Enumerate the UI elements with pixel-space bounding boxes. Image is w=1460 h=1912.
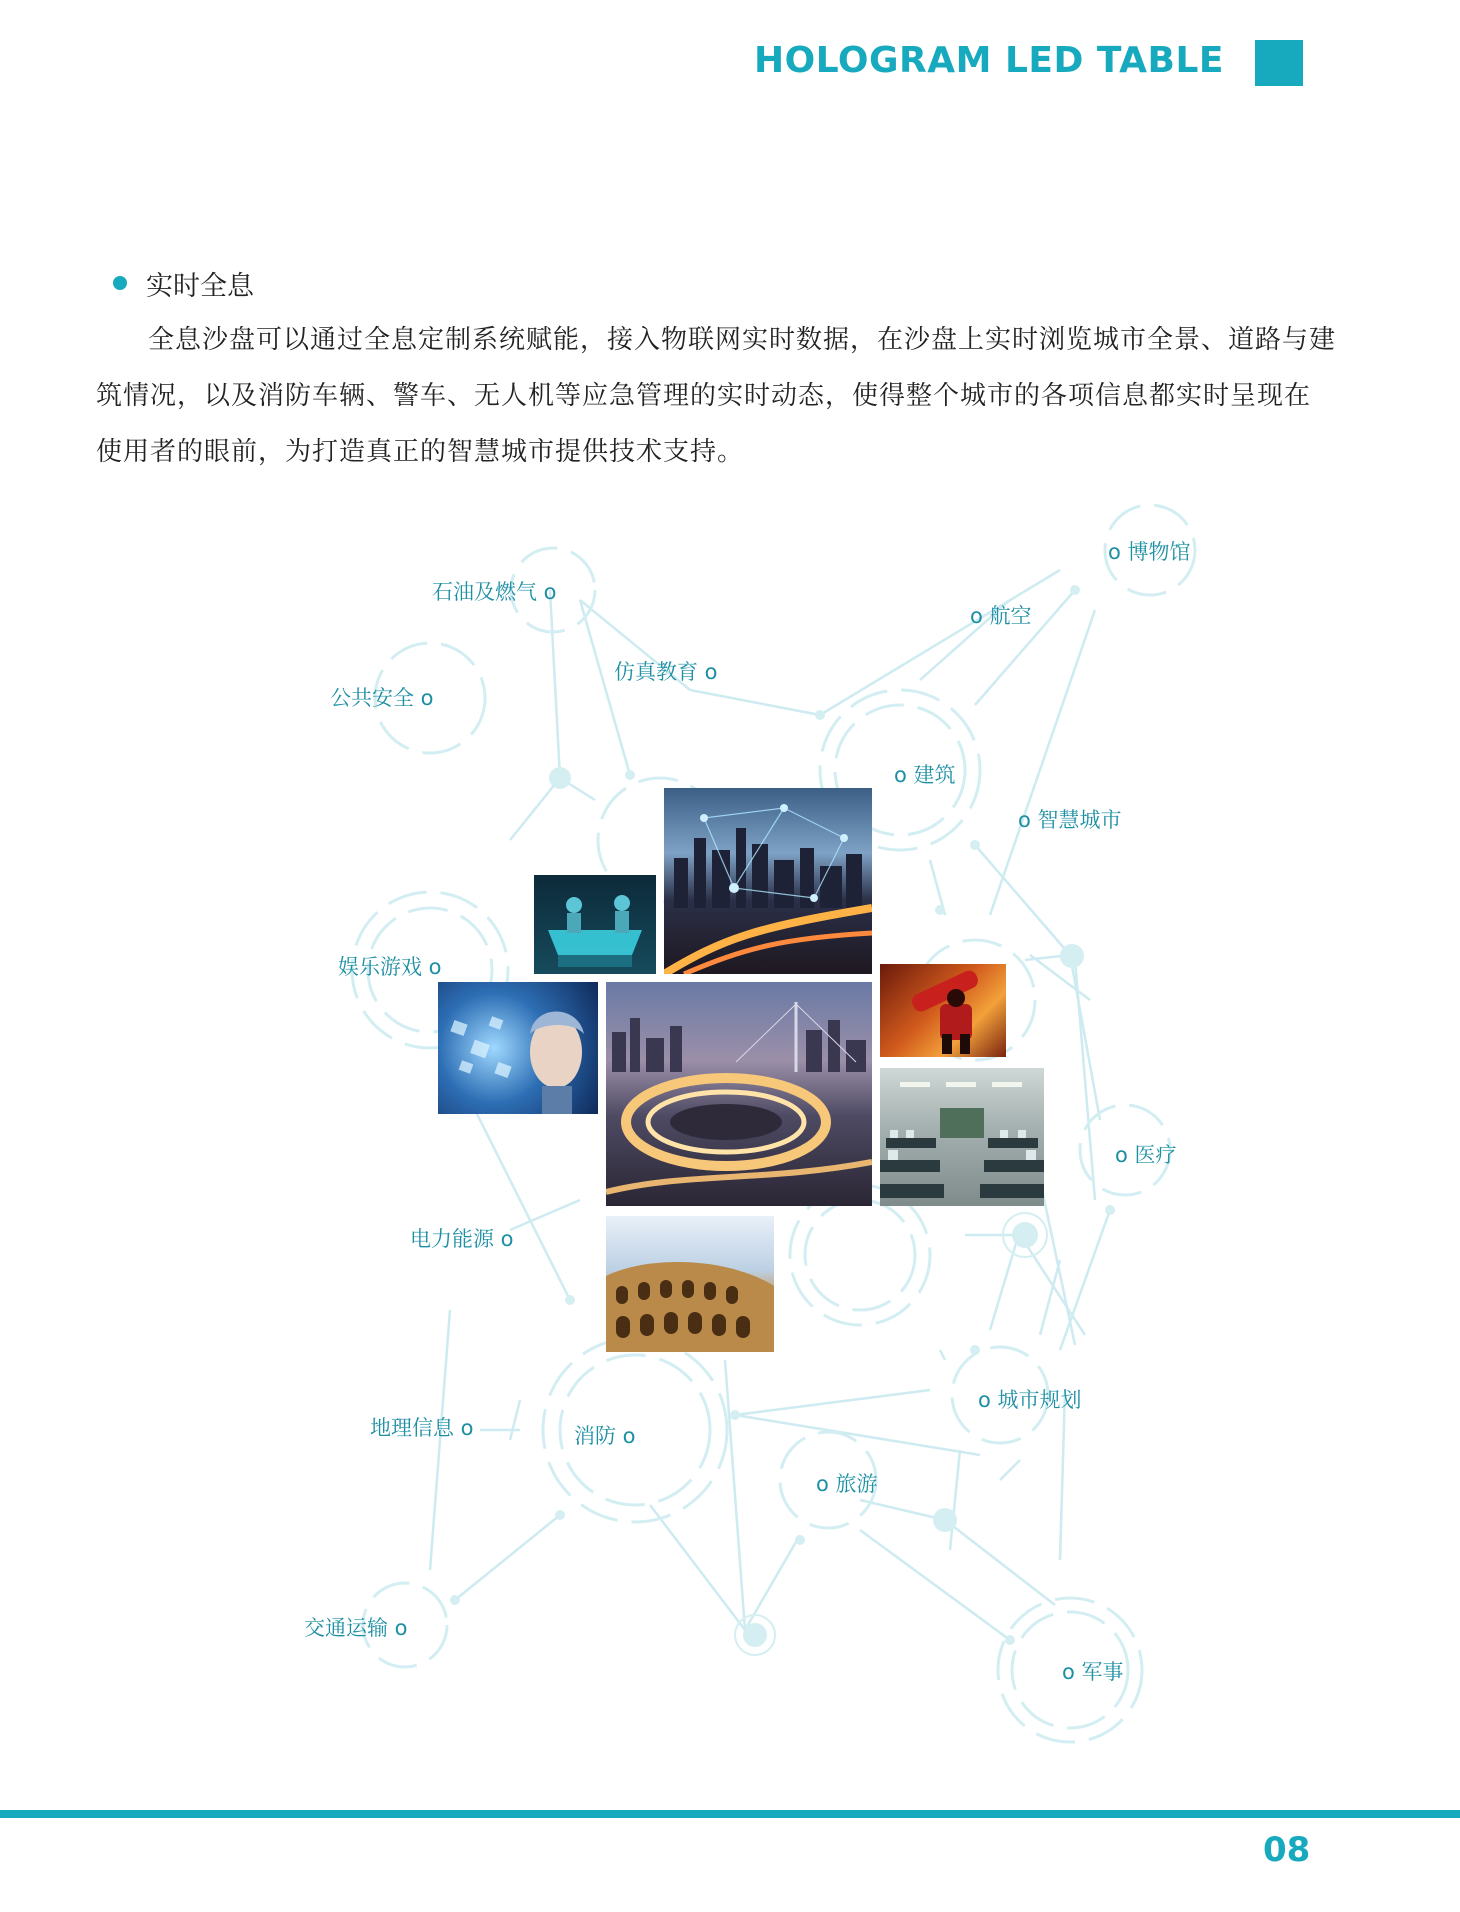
photo-colosseum: [606, 1216, 774, 1352]
header-title: HOLOGRAM LED TABLE: [753, 40, 1224, 81]
node-geo-info: 地理信息 o: [370, 1416, 474, 1440]
photo-overpass-night: [606, 982, 872, 1206]
node-public-safety: 公共安全 o: [330, 686, 434, 710]
node-architecture: o 建筑: [894, 763, 956, 787]
node-fire: 消防 o: [574, 1424, 636, 1448]
node-transport: 交通运输 o: [304, 1616, 408, 1640]
footer-divider: [0, 1810, 1460, 1818]
node-aviation: o 航空: [970, 604, 1032, 628]
node-oil-gas: 石油及燃气 o: [432, 580, 557, 604]
node-simulation-education: 仿真教育 o: [614, 660, 718, 684]
node-tourism: o 旅游: [816, 1472, 878, 1496]
photo-control-room: [880, 1068, 1044, 1206]
node-museum: o 博物馆: [1108, 540, 1191, 564]
photo-hologram-table: [534, 875, 656, 974]
section-paragraph: 全息沙盘可以通过全息定制系统赋能，接入物联网实时数据，在沙盘上实时浏览城市全景、道路与建筑情况，以及消防车辆、警车、无人机等应急管理的实时动态，使得整个城市的各项信息都实时呈现在使用者的眼前，为打造真正的智慧城市提供技术支持。: [96, 325, 1337, 467]
node-entertainment: 娱乐游戏 o: [338, 955, 442, 979]
node-urban-planning: o 城市规划: [978, 1388, 1082, 1412]
node-smart-city: o 智慧城市: [1018, 808, 1122, 832]
node-military: o 军事: [1062, 1660, 1124, 1684]
photo-holographic-interface: [438, 982, 598, 1114]
page-number: 08: [1263, 1830, 1311, 1870]
node-medical: o 医疗: [1115, 1143, 1177, 1167]
photo-smart-city-skyline: [664, 788, 872, 974]
node-power-energy: 电力能源 o: [410, 1227, 514, 1251]
photo-firefighter: [880, 964, 1006, 1057]
section-heading: 实时全息: [146, 271, 254, 302]
